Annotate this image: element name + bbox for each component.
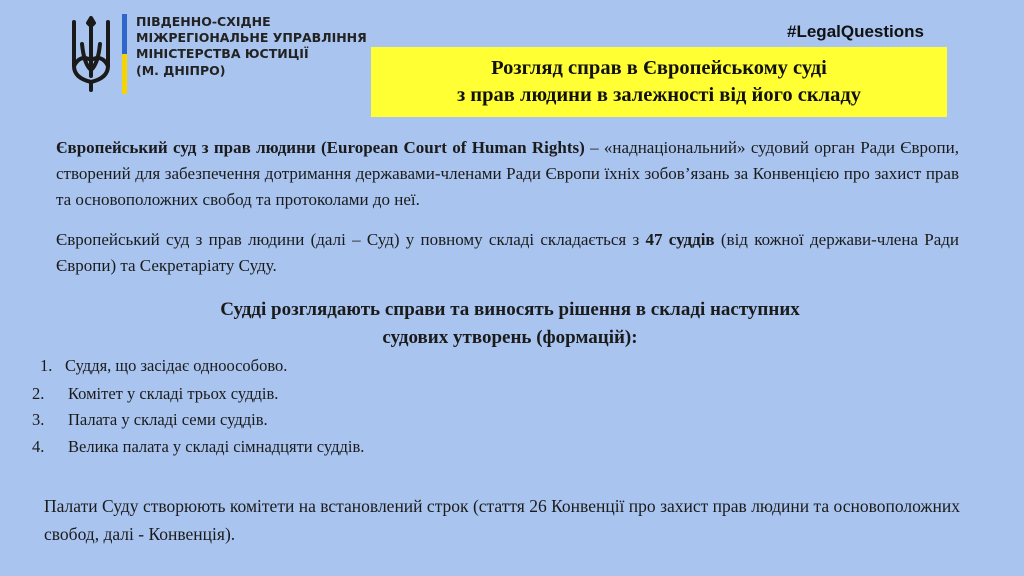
formations-heading (120, 296, 900, 352)
list-item (32, 437, 364, 457)
composition-text-after: (від кожної держави-члена Ради Європи) та Секретаріату Суду. (56, 230, 960, 275)
court-name: Європейський суд з прав людини (European Court of Human Rights) (56, 138, 585, 157)
logo-flag-bar (122, 14, 127, 94)
judges-count: 47 суддів (645, 230, 715, 249)
list-number: 1. (40, 356, 53, 375)
list-text: Комітет у складі трьох суддів. (68, 384, 279, 403)
logo-line: МІЖРЕГІОНАЛЬНЕ УПРАВЛІННЯ (136, 30, 367, 46)
committees-paragraph: Палати Суду створюють комітети на встановлений строк (стаття 26 Конвенції про захист прав людини та основоположних свобод, далі - Конвенція). (44, 496, 960, 544)
ukrainian-trident-icon (66, 14, 116, 94)
logo-line: (М. ДНІПРО) (136, 62, 226, 78)
title-line: Розгляд справ в Європейському суді (491, 57, 827, 79)
list-item (32, 410, 268, 430)
composition-text-before: Європейський суд з прав людини (далі – Суд) у повному складі складається з (56, 230, 646, 249)
list-text: Велика палата у складі сімнадцяти суддів. (68, 437, 365, 456)
hashtag: #LegalQuestions (787, 22, 924, 41)
logo-line: МІНІСТЕРСТВА ЮСТИЦІЇ (136, 46, 309, 62)
title-line: з прав людини в залежності від його складу (456, 84, 862, 106)
list-item (40, 356, 287, 376)
list-number: 3. (32, 410, 45, 429)
ministry-name (136, 14, 367, 79)
heading-line: судових утворень (формацій): (382, 327, 638, 348)
composition-paragraph (56, 227, 959, 279)
list-item (32, 384, 278, 404)
intro-paragraph-text: – «наднаціональний» судовий орган Ради Європи, створений для забезпечення дотримання державами-членами Ради Європи їхніх зобов’язань за Конвенцією про захист прав та основоположних свобод та протоколами до неї. (56, 138, 959, 209)
intro-paragraph (56, 135, 959, 213)
list-number: 4. (32, 437, 45, 456)
ministry-logo (66, 10, 366, 100)
list-text: Палата у складі семи суддів. (68, 410, 268, 429)
list-number: 2. (32, 384, 45, 403)
logo-line: ПІВДЕННО-СХІДНЕ (136, 14, 271, 29)
slide-title (371, 47, 947, 117)
heading-line: Судді розглядають справи та виносять рішення в складі наступних (220, 299, 800, 320)
list-text: Суддя, що засідає одноособово. (65, 356, 288, 375)
